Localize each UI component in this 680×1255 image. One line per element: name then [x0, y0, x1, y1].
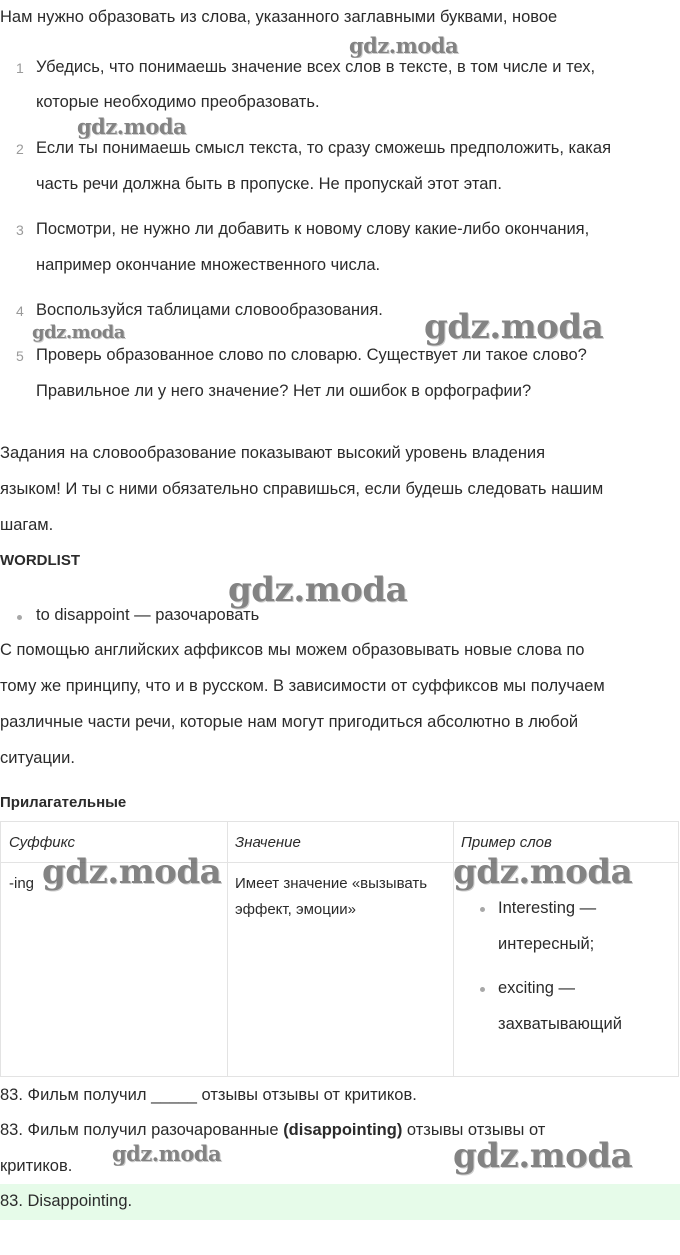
table-header-examples: Пример слов [461, 834, 552, 851]
watermark-logo: gdz.moda [349, 33, 459, 58]
step-number: 3 [16, 222, 24, 238]
wordlist-heading: WORDLIST [0, 552, 80, 569]
watermark-logo: gdz.moda [77, 114, 187, 139]
step-line: Проверь образованное слово по словарю. Существует ли такое слово? [36, 346, 587, 364]
solution-bold: (disappointing) [283, 1121, 403, 1139]
watermark-logo: gdz.moda [453, 852, 633, 892]
step-number: 4 [16, 303, 24, 319]
wordlist-item: to disappoint — разочаровать [36, 606, 260, 624]
step-line: Убедись, что понимаешь значение всех слов в тексте, в том числе и тех, [36, 58, 596, 76]
summary-line: шагам. [0, 516, 54, 534]
affix-line: различные части речи, которые нам могут пригодиться абсолютно в любой [0, 713, 579, 731]
watermark-logo: gdz.moda [112, 1141, 222, 1166]
example-translation: интересный; [498, 935, 595, 953]
example-word: Interesting — [498, 899, 597, 917]
affix-line: тому же принципу, что и в русском. В зависимости от суффиксов мы получаем [0, 677, 605, 695]
intro-text: Нам нужно образовать из слова, указанного заглавными буквами, новое [0, 8, 558, 26]
watermark-logo: gdz.moda [42, 852, 222, 892]
task-text: 83. Фильм получил _____ отзывы отзывы от критиков. [0, 1086, 417, 1104]
step-line: часть речи должна быть в пропуске. Не пропускай этот этап. [36, 175, 502, 193]
solution-before: 83. Фильм получил разочарованные [0, 1121, 284, 1139]
affix-line: ситуации. [0, 749, 75, 767]
step-line: Если ты понимаешь смысл текста, то сразу сможешь предположить, какая [36, 139, 612, 157]
table-header-suffix: Суффикс [9, 834, 75, 851]
step-number: 2 [16, 141, 24, 157]
table-header-meaning: Значение [235, 834, 301, 851]
watermark-logo: gdz.moda [228, 570, 408, 610]
answer-text: 83. Disappointing. [0, 1192, 133, 1210]
table-cell-meaning: Имеет значение «вызывать [235, 875, 428, 892]
watermark-logo: gdz.moda [32, 322, 125, 343]
step-line: Посмотри, не нужно ли добавить к новому слову какие-либо окончания, [36, 220, 590, 238]
example-translation: захватывающий [498, 1015, 622, 1033]
summary-line: языком! И ты с ними обязательно справишься, если будешь следовать нашим [0, 480, 604, 498]
step-line: Воспользуйся таблицами словообразования. [36, 301, 383, 319]
bullet-dot [17, 615, 22, 620]
bullet-dot [480, 987, 485, 992]
bullet-dot [480, 907, 485, 912]
step-number: 5 [16, 348, 24, 364]
watermark-logo: gdz.moda [453, 1136, 633, 1176]
example-word: exciting — [498, 979, 576, 997]
adjectives-heading: Прилагательные [0, 794, 127, 811]
step-number: 1 [16, 60, 24, 76]
watermark-logo: gdz.moda [424, 307, 604, 347]
step-line: которые необходимо преобразовать. [36, 93, 320, 111]
table-cell-meaning: эффект, эмоции» [235, 901, 356, 918]
step-line: например окончание множественного числа. [36, 256, 381, 274]
summary-line: Задания на словообразование показывают высокий уровень владения [0, 444, 546, 462]
affix-line: С помощью английских аффиксов мы можем образовывать новые слова по [0, 641, 585, 659]
solution-after: отзывы отзывы от [402, 1121, 546, 1139]
table-cell-suffix: -ing [9, 875, 35, 892]
solution-line2: критиков. [0, 1157, 73, 1175]
step-line: Правильное ли у него значение? Нет ли ошибок в орфографии? [36, 382, 532, 400]
